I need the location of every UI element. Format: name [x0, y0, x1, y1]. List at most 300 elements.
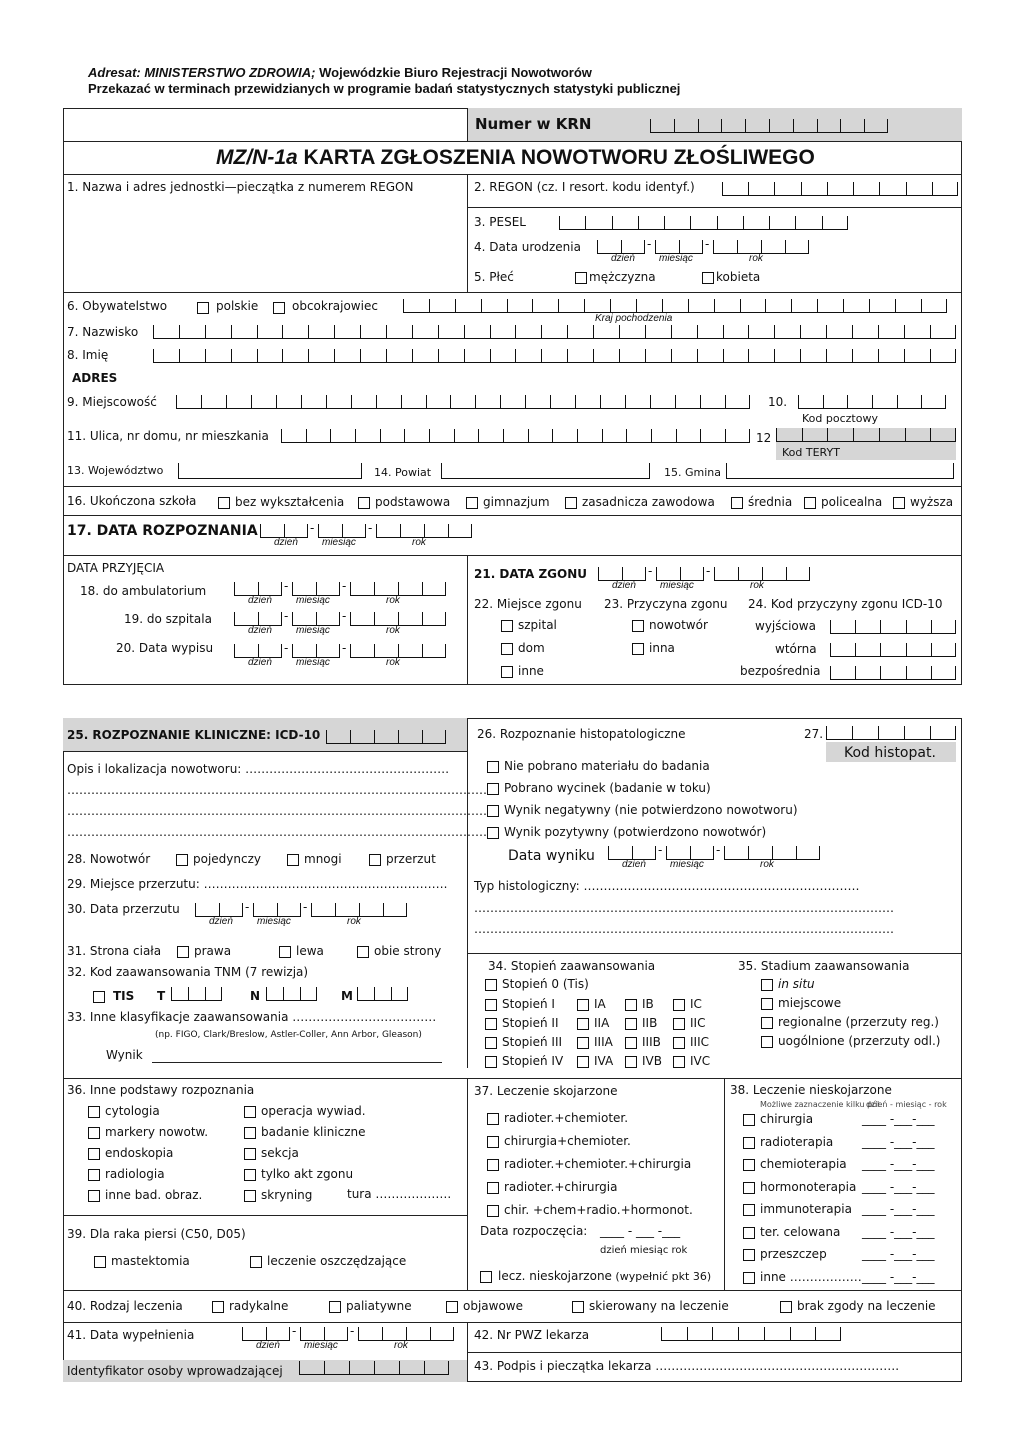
stage-1-2-label: IIC	[690, 1016, 706, 1030]
f17-label: 17. DATA ROZPOZNANIA	[67, 523, 258, 539]
combined-1-label: chirurgia+chemioter.	[504, 1134, 631, 1148]
education-6-label: wyższa	[910, 495, 954, 509]
noncomb-6-label: przeszczep	[760, 1247, 827, 1261]
treatment-2-label: objawowe	[463, 1299, 523, 1313]
stage-2-1-checkbox[interactable]	[625, 1037, 637, 1049]
combined-0-label: radioter.+chemioter.	[504, 1111, 629, 1125]
education-3-checkbox[interactable]	[565, 497, 577, 509]
noncomb-3-checkbox[interactable]	[743, 1182, 755, 1194]
treatment-1-checkbox[interactable]	[329, 1301, 341, 1313]
date-part[interactable]	[608, 846, 656, 860]
tumor-1-checkbox[interactable]	[287, 854, 299, 866]
basis-a-0-label: cytologia	[105, 1104, 160, 1118]
stage-2-2-label: IIIC	[690, 1035, 709, 1049]
start-date-label: Data rozpoczęcia:	[480, 1224, 588, 1238]
foreigner-label: obcokrajowiec	[292, 299, 378, 313]
stadium-3-checkbox[interactable]	[761, 1036, 773, 1048]
education-1-checkbox[interactable]	[358, 497, 370, 509]
date-sublabel: rok	[749, 253, 763, 264]
f14-label: 14. Powiat	[374, 466, 432, 479]
date-part[interactable]	[234, 612, 282, 626]
foreigner-checkbox[interactable]	[273, 302, 285, 314]
combined-4-label: chir. +chem+radio.+hormonot.	[504, 1203, 693, 1217]
f21-label: 21. DATA ZGONU	[474, 567, 588, 581]
death-cause-1-checkbox[interactable]	[632, 643, 644, 655]
date-sublabel: rok	[760, 859, 774, 870]
f15-label: 15. Gmina	[664, 466, 721, 479]
stage-row-3-checkbox[interactable]	[485, 1056, 497, 1068]
death-place-1-label: dom	[518, 641, 545, 655]
death-code-input-2[interactable]	[830, 666, 956, 680]
breast-0-checkbox[interactable]	[94, 1256, 106, 1268]
combined-1-checkbox[interactable]	[487, 1136, 499, 1148]
surname-input[interactable]	[153, 325, 956, 339]
result-date-label: Data wyniku	[508, 848, 595, 864]
combined-2-label: radioter.+chemioter.+chirurgia	[504, 1157, 692, 1171]
f38-date-hdr: dzień - miesiąc - rok	[866, 1100, 947, 1109]
basis-b-4-checkbox[interactable]	[244, 1190, 256, 1202]
street-input[interactable]	[281, 429, 750, 443]
noncomb-date-0: ____ -___-___	[862, 1112, 935, 1126]
date-sublabel: miesiąc	[296, 625, 330, 636]
combined-3-label: radioter.+chirurgia	[504, 1180, 618, 1194]
stadium-1-label: miejscowe	[778, 996, 842, 1010]
f3-label: 3. PESEL	[474, 215, 526, 229]
noncomb-2-label: chemioterapia	[760, 1157, 847, 1171]
date-dash: -	[342, 579, 347, 593]
icd10-input[interactable]	[326, 730, 446, 744]
krn-input[interactable]	[650, 119, 888, 133]
date-sublabel: rok	[347, 916, 361, 927]
basis-b-1-label: badanie kliniczne	[261, 1125, 366, 1139]
noncomb-0-label: chirurgia	[760, 1112, 814, 1126]
country-input[interactable]	[403, 299, 947, 313]
f9-label: 9. Miejscowość	[67, 395, 157, 409]
side-1-checkbox[interactable]	[279, 946, 291, 958]
education-1-label: podstawowa	[375, 495, 451, 509]
combined-4-checkbox[interactable]	[487, 1205, 499, 1217]
date-sublabel: dzień	[256, 1340, 280, 1351]
treatment-3-checkbox[interactable]	[572, 1301, 584, 1313]
address-heading: ADRES	[72, 371, 118, 385]
stage-0-2-label: IC	[690, 997, 702, 1011]
start-date-blanks[interactable]: ____ - ___ -___	[600, 1224, 681, 1238]
date-part[interactable]	[597, 240, 645, 254]
death-place-0-checkbox[interactable]	[501, 620, 513, 632]
voivodeship-input[interactable]	[178, 463, 362, 479]
tumor-2-label: przerzut	[386, 852, 436, 866]
date-dash: -	[350, 1324, 355, 1338]
date-dash: -	[716, 843, 721, 857]
education-5-checkbox[interactable]	[804, 497, 816, 509]
histology-line-2[interactable]: ……………………………………………………………………………………………	[474, 922, 894, 936]
date-part[interactable]	[358, 1327, 454, 1341]
f31-label: 31. Strona ciała	[67, 944, 162, 958]
noncomb-1-checkbox[interactable]	[743, 1137, 755, 1149]
postcode-label: Kod pocztowy	[802, 412, 878, 425]
polish-label: polskie	[216, 299, 259, 313]
death-cause-1-label: inna	[649, 641, 675, 655]
admission-title: DATA PRZYJĘCIA	[67, 561, 165, 575]
side-0-checkbox[interactable]	[177, 946, 189, 958]
noncomb-7-label: inne ………………	[760, 1270, 862, 1284]
date-part[interactable]	[724, 846, 820, 860]
stage-3-0-label: IVA	[594, 1054, 614, 1068]
tumor-1-label: mnogi	[304, 852, 342, 866]
death-place-2-label: inne	[518, 664, 544, 678]
stage-row-3-label: Stopień IV	[502, 1054, 564, 1068]
stage-row-2-checkbox[interactable]	[485, 1037, 497, 1049]
polish-checkbox[interactable]	[197, 302, 209, 314]
tura-label: tura ……………….	[347, 1187, 452, 1201]
noncomb-0-checkbox[interactable]	[743, 1114, 755, 1126]
date-sublabel: miesiąc	[660, 580, 694, 591]
m-label: M	[341, 989, 353, 1003]
addressee: Adresat: MINISTERSTWO ZDROWIA; Wojewódzkie Biuro Rejestracji Nowotworów	[88, 65, 592, 80]
stadium-0-checkbox[interactable]	[761, 979, 773, 991]
date-part[interactable]	[292, 582, 340, 596]
date-sublabel: dzień	[248, 625, 272, 636]
f2-label: 2. REGON (cz. I resort. kodu identyf.)	[474, 180, 695, 194]
date-part[interactable]	[292, 612, 340, 626]
education-0-checkbox[interactable]	[218, 497, 230, 509]
date-sublabel: miesiąc	[322, 537, 356, 548]
histopat-1-label: Pobrano wycinek (badanie w toku)	[504, 781, 711, 795]
basis-b-1-checkbox[interactable]	[244, 1127, 256, 1139]
breast-1-checkbox[interactable]	[250, 1256, 262, 1268]
date-dash: -	[706, 564, 711, 578]
commune-input[interactable]	[726, 463, 954, 479]
noncomb-7-checkbox[interactable]	[743, 1272, 755, 1284]
basis-b-3-checkbox[interactable]	[244, 1169, 256, 1181]
stage-0-0-checkbox[interactable]	[577, 999, 589, 1011]
basis-b-2-checkbox[interactable]	[244, 1148, 256, 1160]
f43-label: 43. Podpis i pieczątka lekarza …………………………………………………….	[474, 1359, 900, 1373]
date-part[interactable]	[300, 1327, 348, 1341]
histopat-input[interactable]	[826, 726, 956, 740]
basis-a-4-checkbox[interactable]	[88, 1190, 100, 1202]
stadium-0-label: in situ	[778, 977, 815, 991]
date-part[interactable]	[242, 1327, 290, 1341]
death-place-0-label: szpital	[518, 618, 557, 632]
stage-3-1-label: IVB	[642, 1054, 662, 1068]
side-0-label: prawa	[194, 944, 232, 958]
f23-label: 23. Przyczyna zgonu	[604, 597, 728, 611]
date-sublabel: miesiąc	[257, 916, 291, 927]
stage-1-1-checkbox[interactable]	[625, 1018, 637, 1030]
basis-a-3-checkbox[interactable]	[88, 1169, 100, 1181]
n-label: N	[250, 989, 261, 1003]
date-part[interactable]	[714, 567, 810, 581]
death-cause-0-checkbox[interactable]	[632, 620, 644, 632]
date-part[interactable]	[318, 524, 366, 538]
treatment-0-checkbox[interactable]	[212, 1301, 224, 1313]
stage-1-2-checkbox[interactable]	[673, 1018, 685, 1030]
date-part[interactable]	[195, 903, 243, 917]
f25-label: 25. ROZPOZNANIE KLINICZNE: ICD-10	[67, 728, 321, 742]
date-part[interactable]	[292, 644, 340, 658]
date-dash: -	[310, 521, 315, 535]
f26-label: 26. Rozpoznanie histopatologiczne	[477, 727, 686, 741]
stage-3-2-checkbox[interactable]	[673, 1056, 685, 1068]
noncombined-checkbox[interactable]	[480, 1271, 492, 1283]
noncomb-date-1: ____ -___-___	[862, 1135, 935, 1149]
side-1-label: lewa	[296, 944, 324, 958]
date-dash: -	[342, 609, 347, 623]
basis-a-0-checkbox[interactable]	[88, 1106, 100, 1118]
date-part[interactable]	[598, 567, 646, 581]
date-sublabel: miesiąc	[296, 595, 330, 606]
side-2-label: obie strony	[374, 944, 442, 958]
stage-0-1-label: IB	[642, 997, 654, 1011]
stage-0-checkbox[interactable]	[485, 979, 497, 991]
basis-a-1-checkbox[interactable]	[88, 1127, 100, 1139]
date-part[interactable]	[655, 240, 703, 254]
f24-label: 24. Kod przyczyny zgonu ICD-10	[748, 597, 943, 611]
date-part[interactable]	[234, 644, 282, 658]
stadium-1-checkbox[interactable]	[761, 998, 773, 1010]
treatment-1-label: paliatywne	[346, 1299, 412, 1313]
histopat-0-checkbox[interactable]	[487, 761, 499, 773]
date-part[interactable]	[376, 524, 472, 538]
date-sublabel: dzień	[248, 657, 272, 668]
f41-label: 41. Data wypełnienia	[67, 1328, 195, 1342]
treatment-2-checkbox[interactable]	[446, 1301, 458, 1313]
date-part[interactable]	[350, 612, 446, 626]
combined-0-checkbox[interactable]	[487, 1113, 499, 1125]
date-sublabel: rok	[394, 1340, 408, 1351]
f8-label: 8. Imię	[67, 348, 109, 362]
stage-row-0-label: Stopień I	[502, 997, 555, 1011]
date-part[interactable]	[253, 903, 301, 917]
education-5-label: policealna	[821, 495, 883, 509]
f18-label: 18. do ambulatorium	[80, 584, 207, 598]
tumor-0-label: pojedynczy	[193, 852, 261, 866]
tumor-0-checkbox[interactable]	[176, 854, 188, 866]
desc-line-2[interactable]: ……………………………………………………………………………………………	[67, 804, 487, 818]
histopat-3-label: Wynik pozytywny (potwierdzono nowotwór)	[504, 825, 767, 839]
stage-0-0-label: IA	[594, 997, 606, 1011]
date-dash: -	[368, 521, 373, 535]
date-dash: -	[658, 843, 663, 857]
date-sublabel: miesiąc	[304, 1340, 338, 1351]
f29-label: 29. Miejsce przerzutu: …………………………………………………….	[67, 877, 448, 891]
date-dash: -	[245, 900, 250, 914]
f32-label: 32. Kod zaawansowania TNM (7 rewizja)	[67, 965, 309, 979]
side-2-checkbox[interactable]	[357, 946, 369, 958]
histopat-3-checkbox[interactable]	[487, 827, 499, 839]
death-code-row-0: wyjściowa	[755, 619, 816, 633]
noncombined-label: lecz. nieskojarzone (wypełnić pkt 36)	[498, 1269, 712, 1283]
stadium-2-label: regionalne (przerzuty reg.)	[778, 1015, 939, 1029]
basis-b-2-label: sekcja	[261, 1146, 299, 1160]
basis-a-2-label: endoskopia	[105, 1146, 174, 1160]
date-sublabel: dzień	[209, 916, 233, 927]
breast-1-label: leczenie oszczędzające	[267, 1254, 407, 1268]
noncomb-date-7: ____ -___-___	[862, 1270, 935, 1284]
date-part[interactable]	[350, 582, 446, 596]
date-dash: -	[342, 641, 347, 655]
death-code-input-1[interactable]	[830, 643, 956, 657]
noncomb-5-label: ter. celowana	[760, 1225, 841, 1239]
date-part[interactable]	[666, 846, 714, 860]
noncomb-1-label: radioterapia	[760, 1135, 834, 1149]
transmit-note: Przekazać w terminach przewidzianych w programie badań statystycznych statystyki publicznej	[88, 81, 681, 96]
f34-label: 34. Stopień zaawansowania	[488, 959, 656, 973]
f1-label: 1. Nazwa i adres jednostki—pieczątka z numerem REGON	[67, 180, 414, 194]
postcode-input[interactable]	[798, 395, 946, 409]
date-dash: -	[284, 641, 289, 655]
death-code-input-0[interactable]	[830, 620, 956, 634]
education-4-label: średnia	[748, 495, 793, 509]
tumor-2-checkbox[interactable]	[369, 854, 381, 866]
death-code-row-1: wtórna	[775, 642, 817, 656]
f27-label: 27.	[804, 727, 824, 741]
histopat-2-label: Wynik negatywny (nie potwierdzono nowotworu)	[504, 803, 798, 817]
death-place-1-checkbox[interactable]	[501, 643, 513, 655]
krn-label: Numer w KRN	[475, 115, 592, 133]
stage-3-2-label: IVC	[690, 1054, 711, 1068]
treatment-4-checkbox[interactable]	[780, 1301, 792, 1313]
basis-b-3-label: tylko akt zgonu	[261, 1167, 354, 1181]
f33-note: (np. FIGO, Clark/Breslow, Astler-Coller, Ann Arbor, Gleason)	[155, 1030, 422, 1040]
noncomb-6-checkbox[interactable]	[743, 1249, 755, 1261]
date-sublabel: miesiąc	[659, 253, 693, 264]
form-title: MZ/N-1a KARTA ZGŁOSZENIA NOWOTWORU ZŁOŚLIWEGO	[216, 146, 815, 169]
date-sublabel: dzień	[611, 253, 635, 264]
city-input[interactable]	[176, 395, 750, 409]
date-dash: -	[303, 900, 308, 914]
f40-label: 40. Rodzaj leczenia	[67, 1299, 183, 1313]
stage-1-0-checkbox[interactable]	[577, 1018, 589, 1030]
treatment-3-label: skierowany na leczenie	[589, 1299, 729, 1313]
education-3-label: zasadnicza zawodowa	[582, 495, 715, 509]
date-dash: -	[705, 237, 710, 251]
histology-line-1[interactable]: ……………………………………………………………………………………………	[474, 901, 894, 915]
stage-2-1-label: IIIB	[642, 1035, 661, 1049]
date-sublabel: dzień	[248, 595, 272, 606]
noncomb-2-checkbox[interactable]	[743, 1159, 755, 1171]
basis-b-0-checkbox[interactable]	[244, 1106, 256, 1118]
f16-label: 16. Ukończona szkoła	[67, 494, 197, 508]
basis-b-4-label: skryning	[261, 1188, 313, 1202]
date-sublabel: dzień	[622, 859, 646, 870]
date-part[interactable]	[260, 524, 308, 538]
stage-3-1-checkbox[interactable]	[625, 1056, 637, 1068]
n-input[interactable]	[266, 987, 317, 1001]
f42-label: 42. Nr PWZ lekarza	[474, 1328, 590, 1342]
f33-result: Wynik	[106, 1048, 143, 1062]
stage-row-0-checkbox[interactable]	[485, 999, 497, 1011]
stage-row-1-label: Stopień II	[502, 1016, 559, 1030]
histopat-0-label: Nie pobrano materiału do badania	[504, 759, 710, 773]
death-place-2-checkbox[interactable]	[501, 666, 513, 678]
pwz-input[interactable]	[661, 1327, 841, 1341]
teryt-input[interactable]	[776, 428, 956, 442]
male-checkbox[interactable]	[575, 272, 587, 284]
stage-0-1-checkbox[interactable]	[625, 999, 637, 1011]
regon-input[interactable]	[722, 182, 958, 196]
f7-label: 7. Nazwisko	[67, 325, 139, 339]
stage-row-1-checkbox[interactable]	[485, 1018, 497, 1030]
date-sublabel: rok	[412, 537, 426, 548]
noncomb-5-checkbox[interactable]	[743, 1227, 755, 1239]
basis-a-2-checkbox[interactable]	[88, 1148, 100, 1160]
education-6-checkbox[interactable]	[893, 497, 905, 509]
f19-label: 19. do szpitala	[124, 612, 212, 626]
date-part[interactable]	[311, 903, 407, 917]
date-part[interactable]	[350, 644, 446, 658]
noncomb-date-6: ____ -___-___	[862, 1247, 935, 1261]
histology-type: Typ histologiczny: ……………………………………………………………	[474, 879, 860, 893]
date-dash: -	[284, 579, 289, 593]
f11-label: 11. Ulica, nr domu, nr mieszkania	[67, 429, 269, 443]
f35-label: 35. Stadium zaawansowania	[738, 959, 910, 973]
date-sublabel: rok	[386, 625, 400, 636]
county-input[interactable]	[441, 463, 650, 479]
basis-a-3-label: radiologia	[105, 1167, 165, 1181]
date-part[interactable]	[656, 567, 704, 581]
f13-label: 13. Województwo	[67, 464, 164, 477]
date-part[interactable]	[234, 582, 282, 596]
date-part[interactable]	[713, 240, 809, 254]
pesel-input[interactable]	[559, 216, 848, 230]
histopat-1-checkbox[interactable]	[487, 783, 499, 795]
f38-note: Możliwe zaznaczenie kilku pól	[760, 1100, 880, 1109]
stage-0-2-checkbox[interactable]	[673, 999, 685, 1011]
date-dash: -	[648, 564, 653, 578]
histopat-2-checkbox[interactable]	[487, 805, 499, 817]
stage-3-0-checkbox[interactable]	[577, 1056, 589, 1068]
stage-2-0-checkbox[interactable]	[577, 1037, 589, 1049]
operator-label: Identyfikator osoby wprowadzającej	[67, 1364, 283, 1378]
stage-2-2-checkbox[interactable]	[673, 1037, 685, 1049]
operator-input[interactable]	[299, 1361, 449, 1375]
noncomb-4-label: immunoterapia	[760, 1202, 852, 1216]
tis-checkbox[interactable]	[93, 991, 105, 1003]
f38-label: 38. Leczenie nieskojarzone	[730, 1083, 892, 1097]
f33-result-line[interactable]	[152, 1062, 442, 1063]
basis-a-4-label: inne bad. obraz.	[105, 1188, 203, 1202]
stage-row-2-label: Stopień III	[502, 1035, 563, 1049]
date-sublabel: miesiąc	[296, 657, 330, 668]
tis-label: TIS	[113, 989, 135, 1003]
desc-line-1[interactable]: ……………………………………………………………………………………………	[67, 783, 487, 797]
f20-label: 20. Data wypisu	[116, 641, 214, 655]
noncomb-4-checkbox[interactable]	[743, 1204, 755, 1216]
basis-a-1-label: markery nowotw.	[105, 1125, 209, 1139]
breast-0-label: mastektomia	[111, 1254, 190, 1268]
education-2-checkbox[interactable]	[466, 497, 478, 509]
f37-label: 37. Leczenie skojarzone	[474, 1084, 618, 1098]
desc-line-3[interactable]: ……………………………………………………………………………………………	[67, 825, 487, 839]
f25-desc: Opis i lokalizacja nowotworu: ……………………………………………	[67, 762, 450, 776]
m-input[interactable]	[357, 987, 408, 1001]
education-4-checkbox[interactable]	[731, 497, 743, 509]
date-sublabel: miesiąc	[670, 859, 704, 870]
combined-2-checkbox[interactable]	[487, 1159, 499, 1171]
t-input[interactable]	[171, 987, 222, 1001]
female-checkbox[interactable]	[702, 272, 714, 284]
f5-label: 5. Płeć	[474, 270, 514, 284]
combined-3-checkbox[interactable]	[487, 1182, 499, 1194]
country-label: Kraj pochodzenia	[595, 313, 673, 324]
stadium-2-checkbox[interactable]	[761, 1017, 773, 1029]
f39-label: 39. Dla raka piersi (C50, D05)	[67, 1227, 246, 1241]
name-input[interactable]	[153, 349, 956, 363]
noncomb-date-2: ____ -___-___	[862, 1157, 935, 1171]
f6-label: 6. Obywatelstwo	[67, 299, 168, 313]
